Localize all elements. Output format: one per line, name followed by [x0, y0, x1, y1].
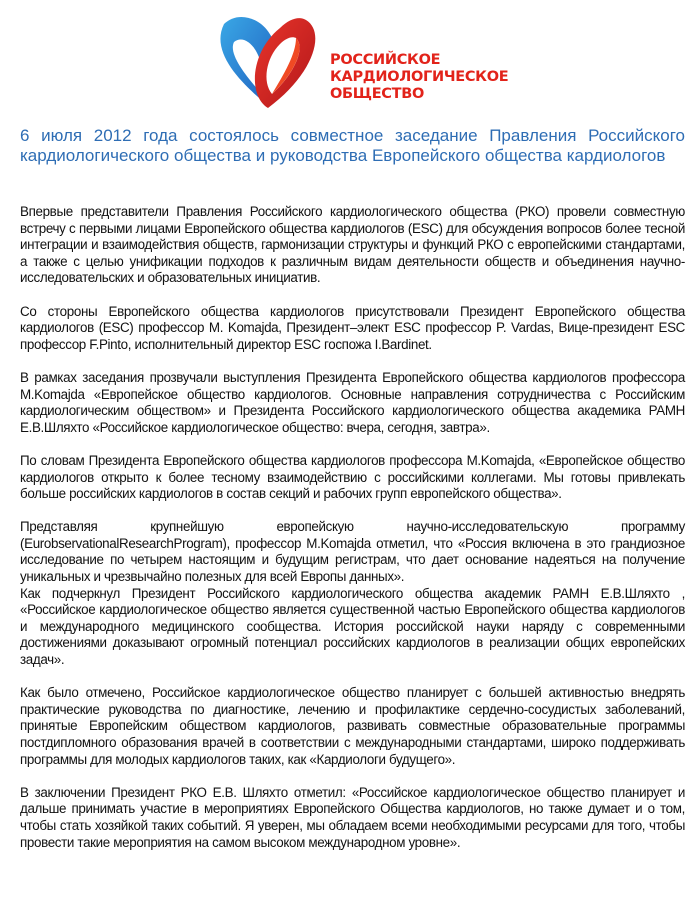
logo-line-1: РОССИЙСКОЕ — [330, 52, 441, 68]
article-title: 6 июля 2012 года состоялось совместное заседание Правления Российского кардиологического общества и руководства Европейского общества кардиологов — [20, 126, 685, 165]
paragraph: В рамках заседания прозвучали выступления Президента Европейского общества кардиологов профессора M.Komajda «Европейское общество кардиологов. Основные направления сотрудничества с Российским кардиологическим обществом» и Президента Российского кардиологического общества академика РАМН Е.В.Шляхто «Российское кардиологическое общество: вчера, сегодня, завтра». — [20, 369, 685, 435]
paragraph: Как было отмечено, Российское кардиологическое общество планирует с большей активностью внедрять практические руководства по диагностике, лечению и профилактике сердечно-сосудистых заболеваний, принятые Европейским обществом кардиологов, развивать совместные образовательные программы постдипломного образования врачей в соответствии с международными стандартами, широко поддерживать программы для молодых кардиологов таких, как «Кардиологи будущего». — [20, 685, 685, 767]
logo-line-2: КАРДИОЛОГИЧЕСКОЕ — [330, 69, 509, 85]
paragraph: Со стороны Европейского общества кардиологов присутствовали Президент Европейского общества кардиологов (ESC) профессор M. Komajda, Президент–элект ESC профессор P. Vardas, Вице-президент ESC профессор F.Pinto, исполнительный директор ESC госпожа I.Bardinet. — [20, 303, 685, 352]
paragraph: Представляя крупнейшую европейскую научно-исследовательскую программу (EurobservationalResearchProgram), профессор M.Komajda отметил, что «Россия включена в это грандиозное исследование по четырем настоящим и будущим регистрам, что дает основание надеяться на получение уникальных и чрезвычайно полезных для всей Европы данных». — [20, 519, 685, 585]
heart-logo-icon — [210, 12, 322, 112]
logo-line-3: ОБЩЕСТВО — [330, 86, 425, 102]
paragraph: Впервые представители Правления Российского кардиологического общества (РКО) провели совместную встречу с первыми лицами Европейского общества кардиологов (ESC) для обсуждения вопросов более тесной интеграции и взаимодействия обществ, гармонизации структуры и функций РКО с европейскими стандартами, а также с целью унификации подходов к различным видам деятельности обществ и объединения научно-исследовательских и образовательных инициатив. — [20, 204, 685, 286]
paragraph: В заключении Президент РКО Е.В. Шляхто отметил: «Российское кардиологическое общество планирует и дальше принимать участие в мероприятиях Европейского Общества кардиологов, но также думает и о том, чтобы стать хозяйкой таких событий. Я уверен, мы обладаем всеми необходимыми ресурсами для того, чтобы провести такие мероприятия на самом высоком международном уровне». — [20, 784, 685, 850]
logo-wordmark — [330, 52, 508, 103]
paragraph: По словам Президента Европейского общества кардиологов профессора M.Komajda, «Европейское общество кардиологов открыто к более тесному взаимодействию с российскими коллегами. Мы готовы привлекать больше российских кардиологов в состав секций и рабочих групп европейского общества». — [20, 452, 685, 502]
paragraph: Как подчеркнул Президент Российского кардиологического общества академик РАМН Е.В.Шляхто , «Российское кардиологическое общество является существенной частью Европейского общества кардиологов и международного медицинского сообщества. История российской науки наряду с современными достижениями доказывают огромный потенциал российских кардиологов в реализации общих европейских задач». — [20, 585, 685, 668]
society-logo — [210, 12, 510, 112]
article-body — [20, 204, 685, 851]
